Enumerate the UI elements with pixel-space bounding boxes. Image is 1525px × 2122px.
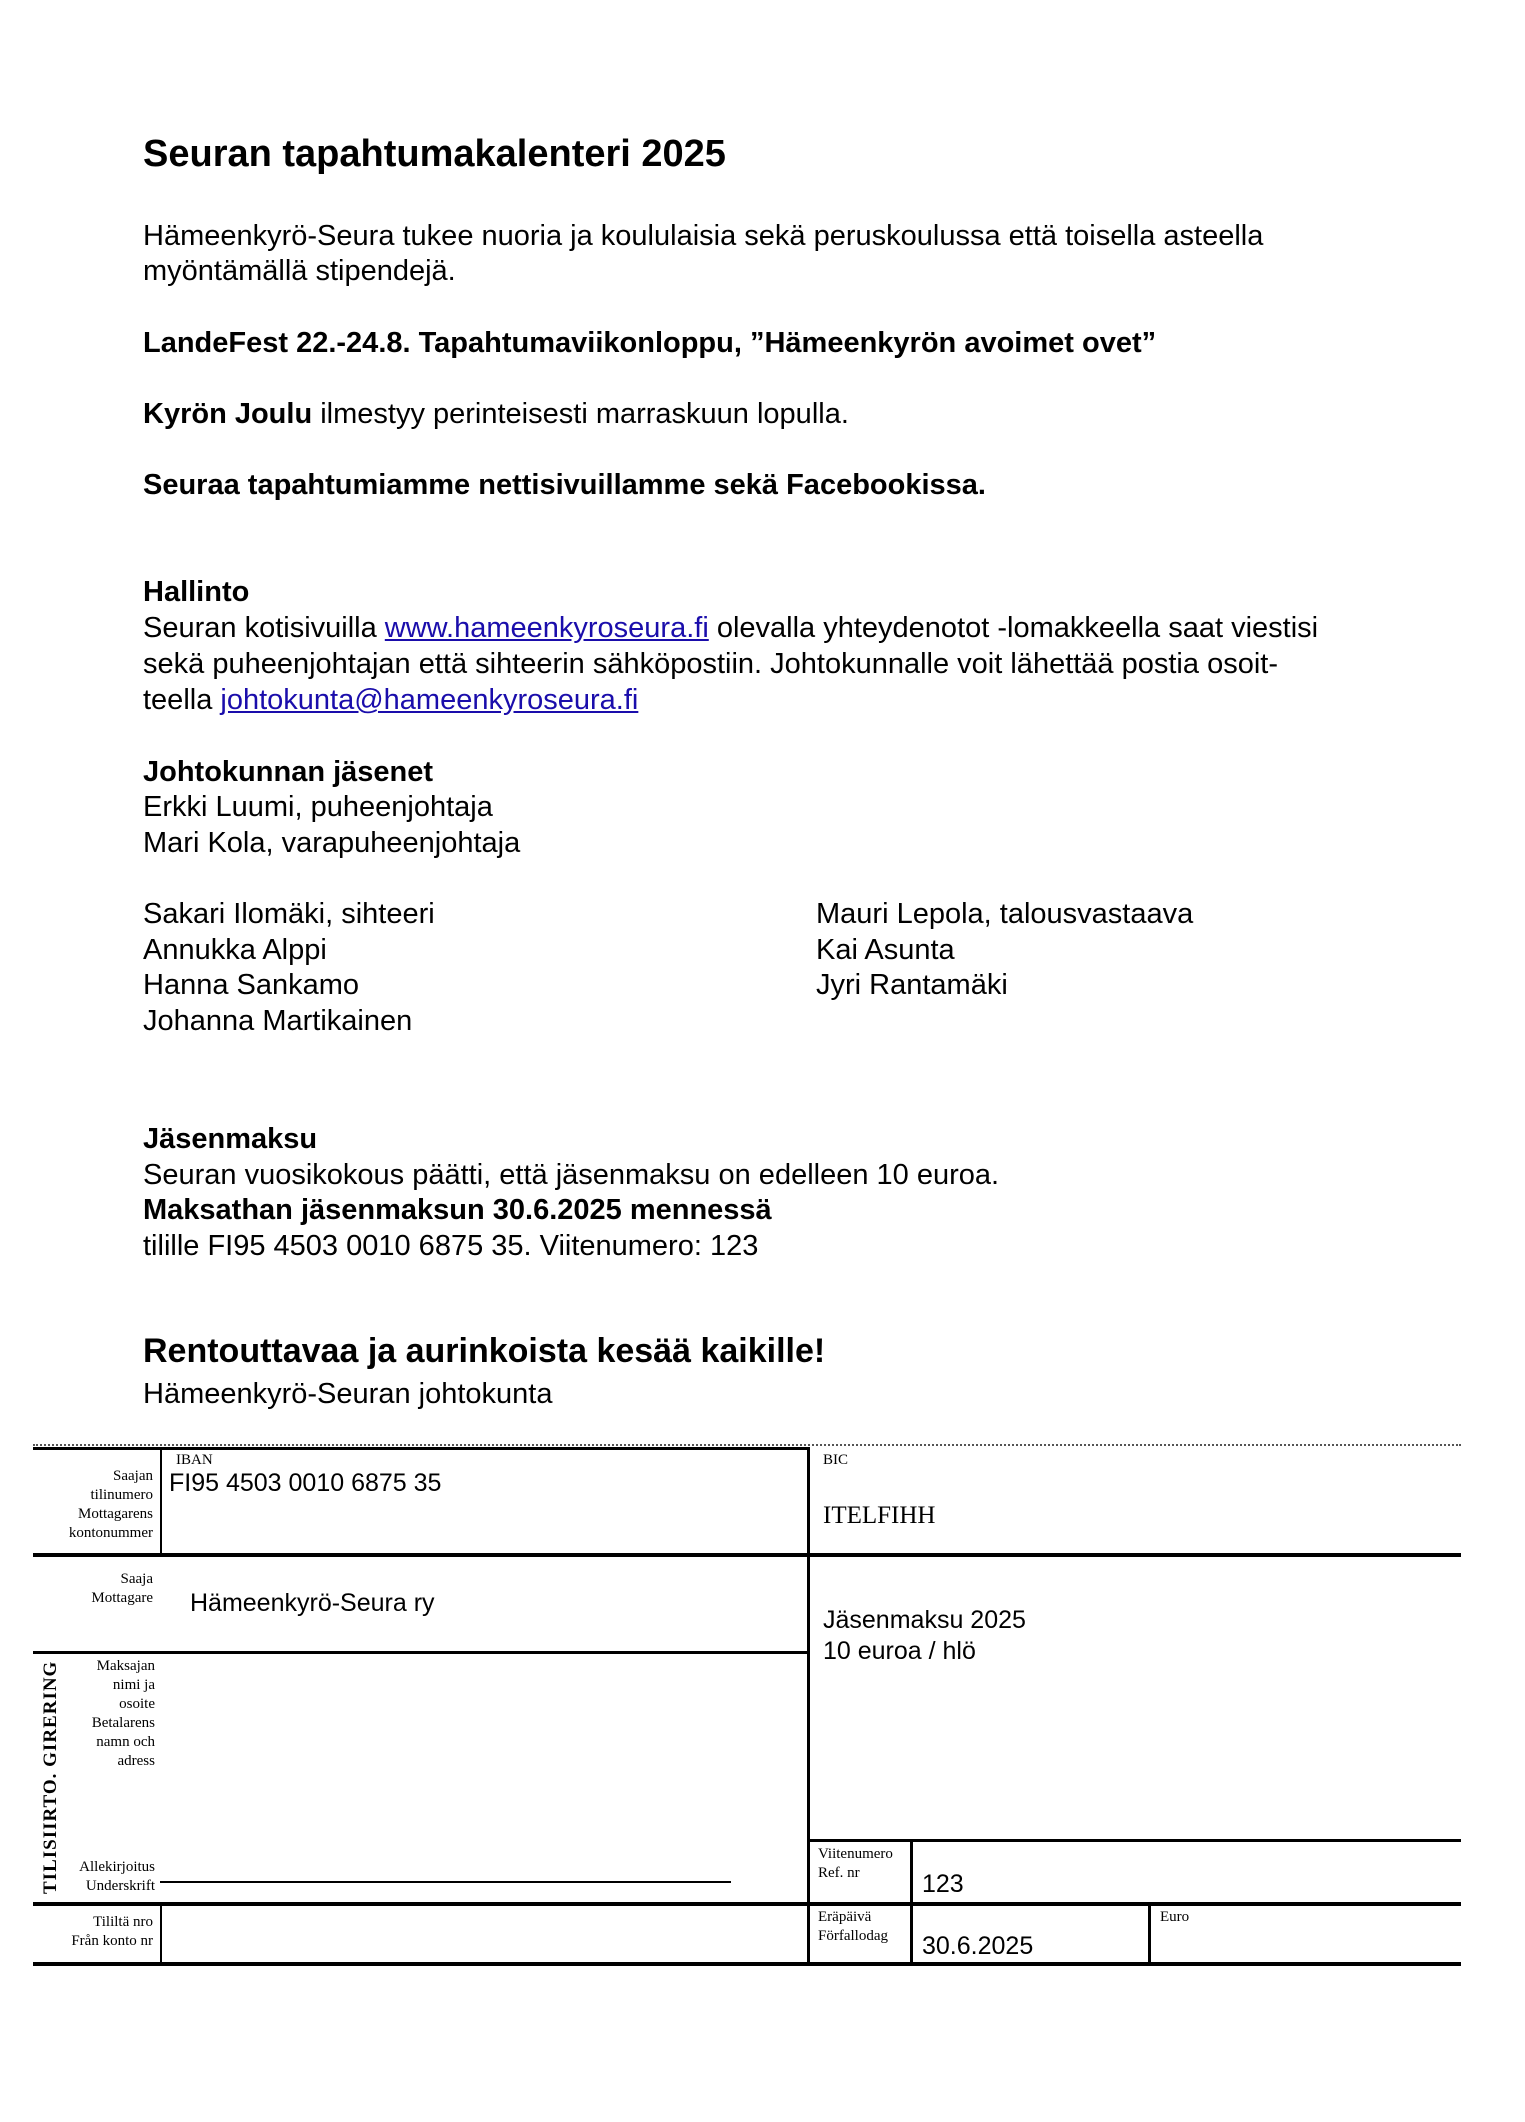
fee-deadline: Maksathan jäsenmaksun 30.6.2025 mennessä [143, 1194, 772, 1226]
hallinto-line-1 [143, 610, 1318, 646]
payee-value: Hämeenkyrö-Seura ry [190, 1589, 435, 1617]
form-line [809, 1839, 1461, 1842]
form-line [807, 1447, 810, 1965]
ref-label: Viitenumero Ref. nr [818, 1846, 893, 1881]
due-value: 30.6.2025 [922, 1932, 1034, 1960]
follow-line: Seuraa tapahtumiamme nettisivuillamme sekä Facebookissa. [143, 469, 986, 501]
fee-account: tilille FI95 4503 0010 6875 35. Viitenumero: 123 [143, 1230, 759, 1262]
iban-value: FI95 4503 0010 6875 35 [169, 1469, 442, 1497]
iban-label: IBAN [176, 1452, 213, 1468]
email-link[interactable]: johtokunta@hameenkyroseura.fi [220, 684, 639, 716]
board-member: Mari Kola, varapuheenjohtaja [143, 827, 521, 859]
board-member: Hanna Sankamo [143, 969, 360, 1001]
account-label: Saajan tilinumero Mottagarens kontonummer [68, 1468, 153, 1541]
board-heading: Johtokunnan jäsenet [143, 756, 434, 788]
bic-value: ITELFIHH [823, 1502, 936, 1529]
form-line [160, 1905, 162, 1963]
kyron-joulu-line [143, 396, 849, 432]
intro-line-2: myöntämällä stipendejä. [143, 255, 456, 287]
hallinto-text-2: olevalla yhteydenotot -lomakkeella saat viestisi [708, 612, 1319, 644]
message-line-2: 10 euroa / hlö [823, 1637, 976, 1665]
closing-heading: Rentouttavaa ja aurinkoista kesää kaikille! [143, 1332, 826, 1370]
hallinto-line-2: sekä puheenjohtajan että sihteerin sähköpostiin. Johtokunnalle voit lähettää postia osoit- [143, 648, 1278, 680]
board-member: Annukka Alppi [143, 934, 327, 966]
bic-label: BIC [823, 1452, 849, 1468]
hallinto-line-3 [143, 682, 638, 718]
closing-signature: Hämeenkyrö-Seuran johtokunta [143, 1378, 553, 1410]
fee-heading: Jäsenmaksu [143, 1123, 318, 1155]
form-line [33, 1553, 1461, 1557]
form-line [33, 1902, 1461, 1906]
kyron-joulu-name: Kyrön Joulu [143, 398, 313, 430]
board-member: Jyri Rantamäki [816, 969, 1008, 1001]
fee-line-1: Seuran vuosikokous päätti, että jäsenmaksu on edelleen 10 euroa. [143, 1159, 1000, 1191]
hallinto-text-3: teella [143, 684, 221, 716]
form-line [1148, 1905, 1151, 1965]
website-link[interactable]: www.hameenkyroseura.fi [384, 612, 709, 644]
board-member: Johanna Martikainen [143, 1005, 413, 1037]
euro-label: Euro [1160, 1909, 1190, 1925]
message-line-1: Jäsenmaksu 2025 [823, 1606, 1026, 1634]
board-member: Kai Asunta [816, 934, 955, 966]
ref-value: 123 [922, 1870, 964, 1898]
signature-label: Allekirjoitus Underskrift [79, 1859, 155, 1894]
page-title: Seuran tapahtumakalenteri 2025 [143, 133, 726, 175]
payer-label: Maksajan nimi ja osoite Betalarens namn och adress [91, 1658, 155, 1769]
form-line [33, 1962, 1461, 1966]
from-account-label: Tililtä nro Från konto nr [71, 1914, 153, 1949]
cut-line [33, 1444, 1461, 1446]
form-line [33, 1447, 809, 1450]
hallinto-text-1: Seuran kotisivuilla [143, 612, 385, 644]
landefest-line: LandeFest 22.-24.8. Tapahtumaviikonloppu, ”Hämeenkyrön avoimet ovet” [143, 327, 1157, 359]
due-label: Eräpäivä Förfallodag [818, 1909, 888, 1944]
signature-line [160, 1881, 731, 1883]
hallinto-heading: Hallinto [143, 576, 250, 608]
board-member: Mauri Lepola, talousvastaava [816, 898, 1194, 930]
kyron-joulu-text: ilmestyy perinteisesti marraskuun lopulla. [312, 398, 849, 430]
form-line [33, 1651, 809, 1654]
giro-vertical-label: TILISIIRTO. GIRERING [40, 1660, 61, 1894]
intro-line-1: Hämeenkyrö-Seura tukee nuoria ja koululaisia sekä peruskoulussa että toisella asteella [143, 220, 1264, 252]
form-line [910, 1840, 913, 1965]
board-member: Erkki Luumi, puheenjohtaja [143, 791, 493, 823]
board-member: Sakari Ilomäki, sihteeri [143, 898, 435, 930]
payee-label: Saaja Mottagare [91, 1571, 153, 1606]
form-line [160, 1447, 162, 1553]
